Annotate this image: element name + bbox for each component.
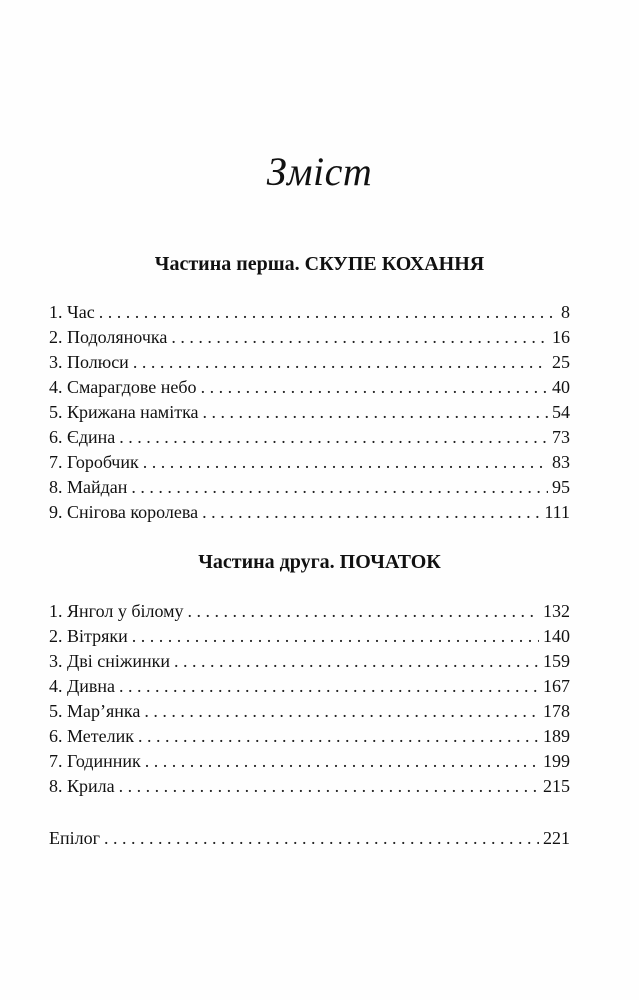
toc-entry (49, 325, 570, 350)
chapter-title: 2. Вітряки (49, 626, 128, 646)
dot-leader (104, 826, 539, 851)
dot-leader (99, 300, 557, 325)
chapter-title: 2. Подоляночка (49, 327, 168, 347)
dot-leader (174, 649, 539, 674)
page-number: 140 (543, 626, 570, 646)
toc-entry (49, 400, 570, 425)
page-number: 199 (543, 751, 570, 771)
dot-leader (201, 375, 548, 400)
page-number: 132 (543, 601, 570, 621)
dot-leader (131, 475, 548, 500)
page-number: 25 (552, 352, 570, 372)
toc-entry (49, 749, 570, 774)
toc-entry (49, 649, 570, 674)
toc-entry (49, 425, 570, 450)
dot-leader (202, 500, 540, 525)
chapter-title: 8. Крила (49, 776, 115, 796)
chapter-title: 5. Мар’янка (49, 701, 141, 721)
part-one-contents (49, 300, 570, 525)
chapter-title: 3. Полюси (49, 352, 129, 372)
page-number: 111 (544, 502, 570, 522)
chapter-title: 1. Час (49, 302, 95, 322)
chapter-title: 6. Єдина (49, 427, 116, 447)
chapter-title: 3. Дві сніжинки (49, 651, 170, 671)
dot-leader (144, 699, 539, 724)
chapter-title: 8. Майдан (49, 477, 128, 497)
page-number: 16 (552, 327, 570, 347)
page-number: 54 (552, 402, 570, 422)
chapter-title: 9. Снігова королева (49, 502, 199, 522)
toc-entry (49, 500, 570, 525)
chapter-title: 1. Янгол у білому (49, 601, 184, 621)
dot-leader (138, 724, 539, 749)
page-number: 73 (552, 427, 570, 447)
toc-entry (49, 300, 570, 325)
page-number: 159 (543, 651, 570, 671)
chapter-title: 4. Дивна (49, 676, 116, 696)
part-two-heading: Частина друга. ПОЧАТОК (198, 551, 441, 573)
chapter-title: 6. Метелик (49, 726, 134, 746)
page-title: Зміст (266, 149, 373, 194)
page-number: 8 (561, 302, 570, 322)
chapter-title: 7. Годинник (49, 751, 141, 771)
toc-entry (49, 699, 570, 724)
page-number: 189 (543, 726, 570, 746)
toc-entry (49, 624, 570, 649)
dot-leader (188, 599, 539, 624)
chapter-title: 7. Горобчик (49, 452, 139, 472)
part-one-heading: Частина перша. СКУПЕ КОХАННЯ (154, 253, 485, 275)
toc-entry (49, 674, 570, 699)
toc-entry (49, 599, 570, 624)
toc-entry-epilogue (49, 826, 570, 851)
dot-leader (171, 325, 548, 350)
page-number: 167 (543, 676, 570, 696)
page-number: 178 (543, 701, 570, 721)
dot-leader (145, 749, 539, 774)
toc-entry (49, 450, 570, 475)
toc-entry (49, 350, 570, 375)
epilogue-title: Епілог (49, 828, 100, 848)
page-number: 95 (552, 477, 570, 497)
chapter-title: 5. Крижана намітка (49, 402, 199, 422)
toc-entry (49, 375, 570, 400)
dot-leader (132, 624, 539, 649)
toc-entry (49, 774, 570, 799)
epilogue-contents (49, 826, 570, 851)
dot-leader (119, 674, 539, 699)
part-two-contents (49, 599, 570, 799)
toc-entry (49, 475, 570, 500)
toc-entry (49, 724, 570, 749)
page-number: 83 (552, 452, 570, 472)
chapter-title: 4. Смарагдове небо (49, 377, 197, 397)
dot-leader (203, 400, 548, 425)
page-number: 40 (552, 377, 570, 397)
dot-leader (143, 450, 548, 475)
dot-leader (119, 774, 539, 799)
page-number: 215 (543, 776, 570, 796)
page-number: 221 (543, 828, 570, 848)
dot-leader (133, 350, 548, 375)
dot-leader (119, 425, 548, 450)
